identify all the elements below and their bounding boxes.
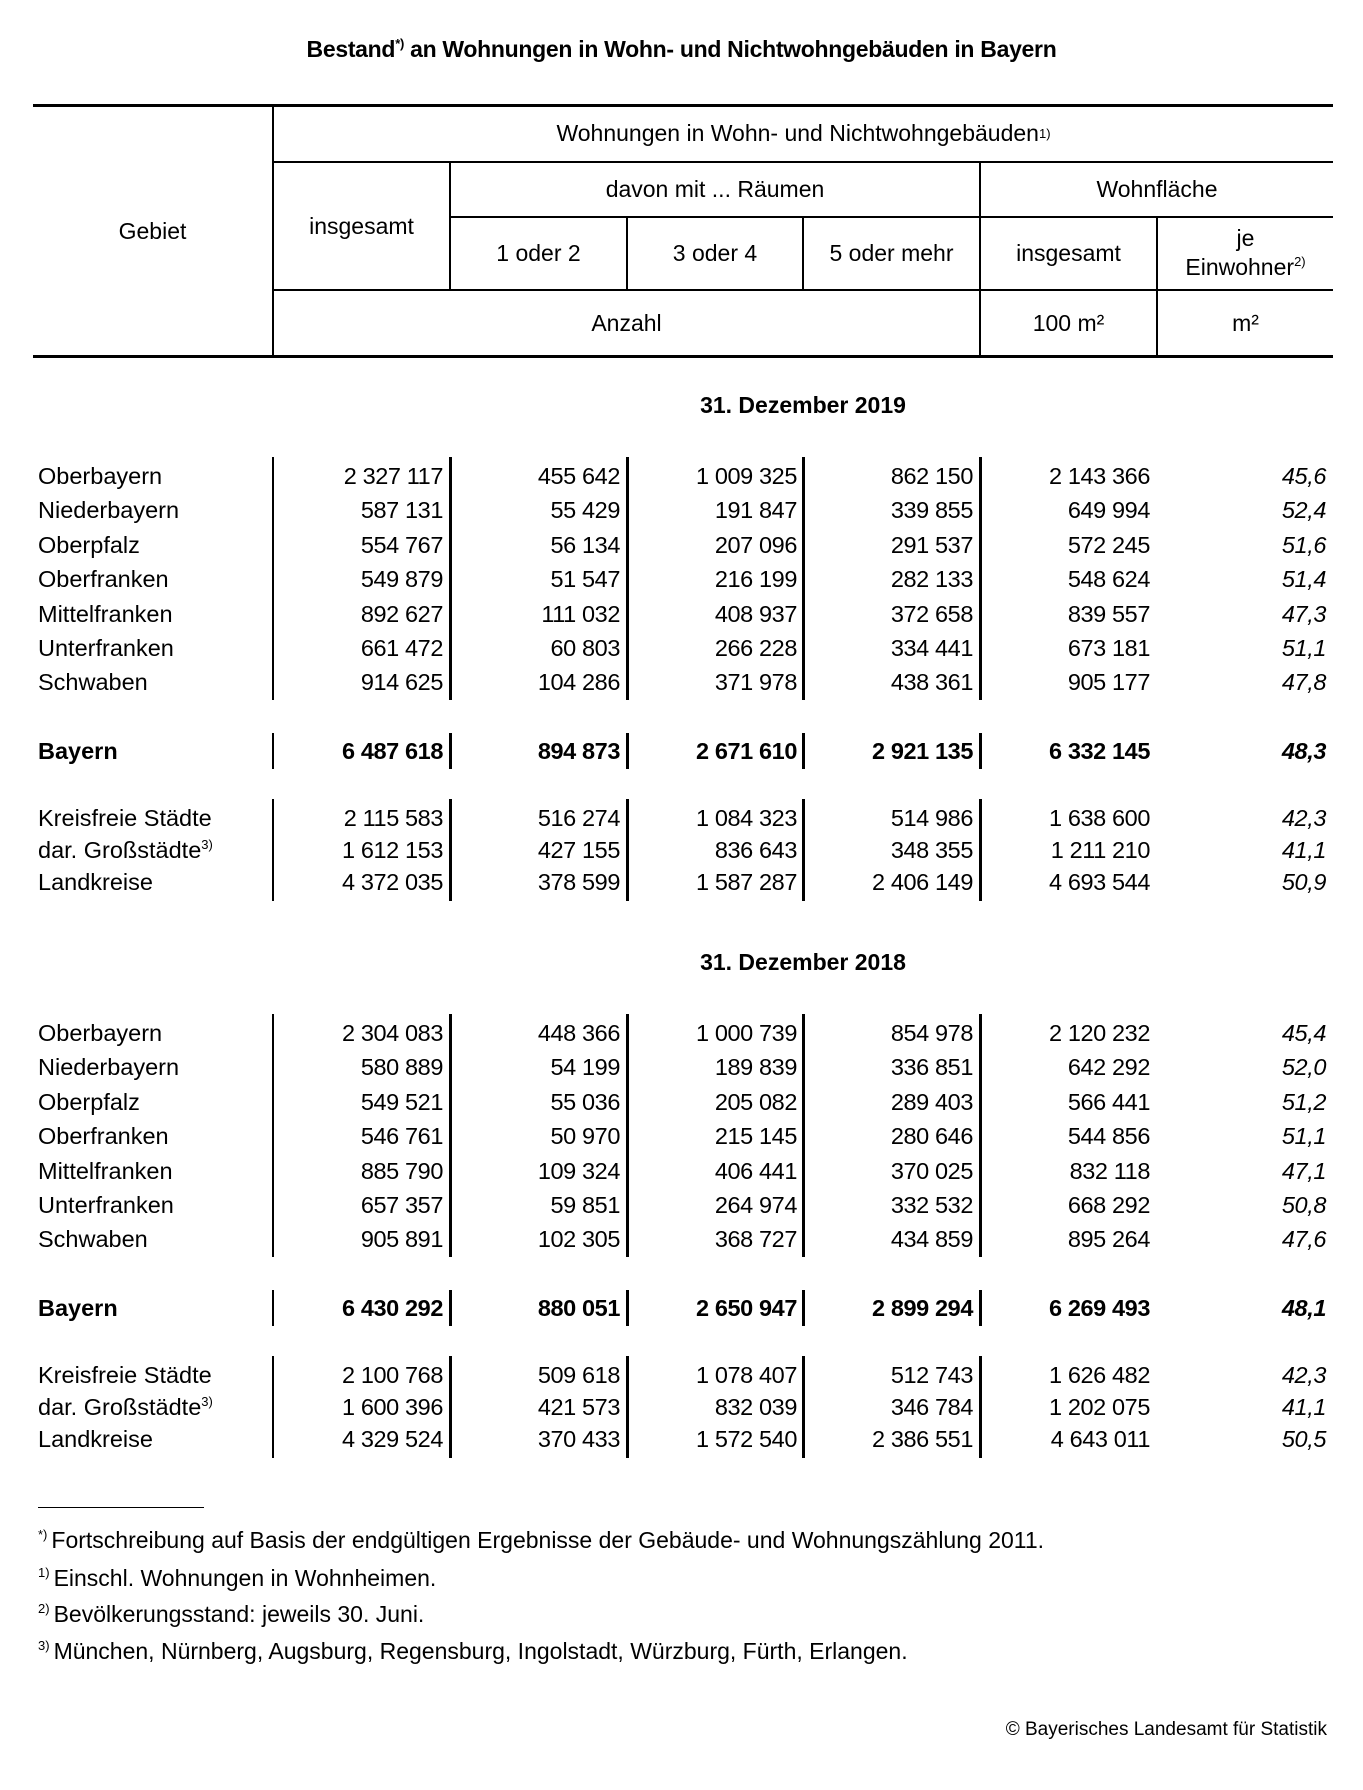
row-label-text: Kreisfreie Städte	[38, 1361, 212, 1388]
cell-wohnflaeche: 649 994	[1067, 497, 1150, 524]
cell-rooms-1-2: 50 970	[550, 1123, 620, 1150]
cell-insgesamt: 657 357	[360, 1192, 443, 1218]
cell-wohnflaeche-je-einwohner: 42,3	[1281, 804, 1326, 831]
title-rest: an Wohnungen in Wohn- und Nichtwohngebäuden in Bayern	[403, 36, 1057, 62]
row-label	[38, 1291, 118, 1325]
cell-rooms-3-4: 1 587 287	[696, 868, 797, 895]
cell-rooms-1-2: 370 433	[537, 1425, 620, 1452]
cell-wohnflaeche-je-einwohner: 51,1	[1281, 1123, 1326, 1150]
header-rooms-5plus: 5 oder mehr	[829, 240, 954, 267]
cell-wohnflaeche: 6 269 493	[1049, 1294, 1150, 1321]
footnote-mark: 2)	[38, 1601, 50, 1616]
header-group-main: Wohnungen in Wohn- und Nichtwohngebäuden 1)	[556, 120, 1051, 147]
row-label-text: Unterfranken	[38, 635, 174, 661]
row-label	[38, 1188, 174, 1222]
cell-insgesamt: 6 487 618	[342, 737, 443, 764]
column-separator	[979, 1356, 982, 1458]
cell-rooms-3-4: 371 978	[714, 669, 797, 696]
cell-rooms-5plus: 2 921 135	[872, 737, 973, 764]
table-row	[0, 1422, 1363, 1456]
cell-rooms-5plus: 434 859	[890, 1226, 973, 1253]
header-unit-100m2: 100 m²	[1032, 309, 1105, 336]
row-label-text: Niederbayern	[38, 1054, 180, 1081]
row-label	[38, 1119, 169, 1153]
row-label-text: Bayern	[38, 737, 118, 764]
cell-wohnflaeche: 1 211 210	[1050, 836, 1150, 863]
row-label-footnote-mark: 3)	[201, 1393, 213, 1409]
header-wf-insgesamt: insgesamt	[1016, 240, 1121, 267]
cell-rooms-5plus: 282 133	[890, 566, 973, 593]
cell-rooms-3-4: 368 727	[714, 1226, 797, 1253]
footnote-text: München, Nürnberg, Augsburg, Regensburg, Ingolstadt, Würzburg, Fürth, Erlangen.	[53, 1638, 908, 1664]
cell-rooms-3-4: 215 145	[714, 1123, 797, 1150]
cell-rooms-5plus: 336 851	[890, 1054, 973, 1081]
header-unit-m2: m²	[1232, 309, 1259, 336]
cell-rooms-5plus: 2 406 149	[872, 868, 973, 895]
row-label	[38, 1422, 153, 1456]
column-separator	[449, 733, 452, 769]
cell-rooms-3-4: 836 643	[714, 836, 797, 863]
cell-rooms-1-2: 51 547	[550, 566, 620, 593]
header-wohnflaeche: Wohnfläche	[1096, 176, 1218, 203]
table-title	[0, 36, 1363, 63]
cell-wohnflaeche: 2 143 366	[1049, 463, 1150, 489]
cell-rooms-1-2: 455 642	[537, 463, 620, 489]
table-row	[0, 1085, 1363, 1119]
table-row	[0, 865, 1363, 899]
cell-rooms-3-4: 2 671 610	[696, 737, 797, 764]
table-row	[0, 1222, 1363, 1256]
cell-wohnflaeche: 566 441	[1067, 1088, 1150, 1115]
row-label-text: Kreisfreie Städte	[38, 804, 212, 831]
row-label	[38, 665, 148, 699]
table-row	[0, 1154, 1363, 1188]
column-separator	[449, 1290, 452, 1326]
cell-rooms-5plus: 291 537	[890, 531, 973, 558]
column-separator	[802, 799, 805, 901]
cell-rooms-5plus: 2 899 294	[872, 1294, 973, 1321]
row-label-text: Mittelfranken	[38, 600, 173, 627]
total-row	[0, 734, 1363, 768]
cell-rooms-5plus: 334 441	[890, 635, 973, 661]
row-label	[38, 631, 174, 665]
row-label-text: Landkreise	[38, 868, 153, 895]
footnote-text: Einschl. Wohnungen in Wohnheimen.	[53, 1565, 437, 1591]
row-label	[38, 865, 153, 899]
column-separator	[626, 1290, 629, 1326]
cell-wohnflaeche-je-einwohner: 41,1	[1281, 836, 1326, 863]
cell-rooms-5plus: 280 646	[890, 1123, 973, 1150]
header-group-main-text: Wohnungen in Wohn- und Nichtwohngebäuden	[556, 120, 1039, 147]
cell-wohnflaeche: 642 292	[1067, 1054, 1150, 1081]
cell-rooms-1-2: 56 134	[550, 531, 620, 558]
table-row	[0, 1016, 1363, 1050]
row-label	[38, 801, 212, 835]
header-wf-je-sup: 2)	[1294, 253, 1306, 269]
footnote-mark: 1)	[38, 1565, 50, 1580]
column-separator	[626, 733, 629, 769]
cell-rooms-1-2: 894 873	[537, 737, 620, 764]
cell-rooms-3-4: 207 096	[714, 531, 797, 558]
row-label	[38, 1222, 148, 1256]
cell-rooms-3-4: 1 084 323	[696, 804, 797, 831]
cell-wohnflaeche-je-einwohner: 52,4	[1281, 497, 1326, 524]
cell-rooms-1-2: 109 324	[537, 1157, 620, 1184]
cell-wohnflaeche: 832 118	[1069, 1157, 1150, 1184]
cell-wohnflaeche: 1 202 075	[1049, 1393, 1150, 1420]
column-separator	[802, 457, 805, 700]
column-separator	[626, 457, 629, 700]
cell-rooms-3-4: 216 199	[714, 566, 797, 593]
header-wf-je-einwohner-text: Einwohner	[1185, 253, 1295, 280]
row-label	[38, 562, 169, 596]
table-row	[0, 459, 1363, 493]
cell-wohnflaeche-je-einwohner: 51,4	[1281, 566, 1326, 593]
cell-wohnflaeche-je-einwohner: 51,2	[1281, 1088, 1326, 1115]
cell-insgesamt: 2 115 583	[343, 804, 443, 831]
footnote	[38, 1601, 424, 1628]
cell-insgesamt: 2 304 083	[342, 1020, 443, 1046]
cell-rooms-1-2: 421 573	[537, 1393, 620, 1420]
table-row	[0, 665, 1363, 699]
footnote	[38, 1565, 436, 1592]
cell-rooms-1-2: 60 803	[550, 635, 620, 661]
cell-insgesamt: 549 521	[360, 1088, 443, 1115]
header-gebiet: Gebiet	[118, 217, 187, 244]
column-separator	[449, 1356, 452, 1458]
cell-rooms-1-2: 54 199	[550, 1054, 620, 1081]
cell-wohnflaeche-je-einwohner: 48,3	[1281, 737, 1326, 764]
cell-wohnflaeche: 839 557	[1067, 600, 1150, 627]
header-wf-je-line1: je	[1236, 224, 1255, 251]
row-label-text: Landkreise	[38, 1425, 153, 1452]
cell-rooms-1-2: 427 155	[537, 836, 620, 863]
cell-insgesamt: 905 891	[360, 1226, 443, 1253]
row-label	[38, 734, 118, 768]
column-separator	[802, 1356, 805, 1458]
column-separator	[272, 1014, 274, 1257]
cell-rooms-1-2: 880 051	[537, 1294, 620, 1321]
cell-wohnflaeche: 6 332 145	[1049, 737, 1150, 764]
header-wf-je-einwohner	[1158, 216, 1333, 289]
row-label-footnote-mark: 3)	[201, 836, 213, 852]
cell-rooms-3-4: 406 441	[714, 1157, 797, 1184]
cell-wohnflaeche: 905 177	[1067, 669, 1150, 696]
footnote-separator	[38, 1507, 204, 1508]
footnote-mark: 3)	[38, 1638, 50, 1653]
cell-wohnflaeche-je-einwohner: 45,4	[1281, 1020, 1326, 1046]
cell-rooms-5plus: 438 361	[890, 669, 973, 696]
total-row	[0, 1291, 1363, 1325]
cell-wohnflaeche: 1 638 600	[1049, 804, 1150, 831]
footnote	[38, 1638, 908, 1665]
footnote-mark: *)	[38, 1527, 48, 1542]
table-row	[0, 1358, 1363, 1392]
row-label	[38, 528, 140, 562]
cell-rooms-3-4: 264 974	[714, 1192, 797, 1218]
cell-wohnflaeche: 4 643 011	[1050, 1425, 1150, 1452]
cell-insgesamt: 1 600 396	[342, 1393, 443, 1420]
cell-rooms-3-4: 832 039	[714, 1393, 797, 1420]
cell-rooms-5plus: 370 025	[890, 1157, 973, 1184]
row-label	[38, 1358, 212, 1392]
cell-rooms-5plus: 348 355	[890, 836, 973, 863]
row-label	[38, 1154, 173, 1188]
table-row	[0, 631, 1363, 665]
cell-rooms-5plus: 289 403	[890, 1088, 973, 1115]
column-separator	[272, 1290, 274, 1326]
cell-insgesamt: 661 472	[360, 635, 443, 661]
section-title: 31. Dezember 2019	[700, 392, 906, 418]
row-label	[38, 459, 162, 493]
row-label	[38, 597, 173, 631]
column-separator	[272, 799, 274, 901]
cell-rooms-1-2: 102 305	[537, 1226, 620, 1253]
cell-insgesamt: 1 612 153	[342, 836, 443, 863]
cell-wohnflaeche: 572 245	[1067, 531, 1150, 558]
cell-insgesamt: 4 329 524	[342, 1425, 443, 1452]
cell-rooms-3-4: 1 572 540	[696, 1425, 797, 1452]
row-label-text: Mittelfranken	[38, 1157, 173, 1184]
footnote-text: Fortschreibung auf Basis der endgültigen Ergebnisse der Gebäude- und Wohnungszählung 2011.	[51, 1527, 1045, 1553]
cell-rooms-3-4: 1 078 407	[696, 1361, 797, 1388]
cell-wohnflaeche: 2 120 232	[1049, 1020, 1150, 1046]
table-row	[0, 528, 1363, 562]
cell-rooms-1-2: 55 429	[550, 497, 620, 524]
table-row	[0, 833, 1363, 867]
row-label-text: Schwaben	[38, 669, 148, 696]
column-separator	[272, 733, 274, 769]
cell-wohnflaeche: 544 856	[1067, 1123, 1150, 1150]
cell-insgesamt: 554 767	[360, 531, 443, 558]
column-separator	[802, 1290, 805, 1326]
header-unit-anzahl: Anzahl	[591, 309, 662, 336]
cell-rooms-5plus: 2 386 551	[872, 1425, 973, 1452]
table-row	[0, 1050, 1363, 1084]
row-label-text: Oberfranken	[38, 566, 169, 593]
cell-rooms-1-2: 509 618	[537, 1361, 620, 1388]
row-label	[38, 1390, 213, 1424]
header-rooms-3-4: 3 oder 4	[672, 240, 758, 267]
cell-rooms-3-4: 1 000 739	[696, 1020, 797, 1046]
cell-wohnflaeche-je-einwohner: 51,6	[1281, 531, 1326, 558]
cell-rooms-3-4: 189 839	[714, 1054, 797, 1081]
column-separator	[979, 733, 982, 769]
cell-wohnflaeche: 668 292	[1067, 1192, 1150, 1218]
cell-rooms-5plus: 512 743	[890, 1361, 973, 1388]
column-separator	[449, 457, 452, 700]
column-separator	[272, 1356, 274, 1458]
cell-rooms-3-4: 266 228	[714, 635, 797, 661]
column-separator	[449, 799, 452, 901]
row-label	[38, 833, 213, 867]
footnote	[38, 1527, 1044, 1554]
cell-rooms-1-2: 378 599	[537, 868, 620, 895]
cell-rooms-5plus: 346 784	[890, 1393, 973, 1420]
column-separator	[979, 1290, 982, 1326]
cell-wohnflaeche: 548 624	[1067, 566, 1150, 593]
cell-rooms-5plus: 332 532	[890, 1192, 973, 1218]
cell-insgesamt: 885 790	[360, 1157, 443, 1184]
title-footnote-mark: *)	[395, 36, 404, 51]
cell-wohnflaeche-je-einwohner: 42,3	[1281, 1361, 1326, 1388]
table-row	[0, 801, 1363, 835]
cell-wohnflaeche-je-einwohner: 51,1	[1281, 635, 1326, 661]
column-separator	[979, 1014, 982, 1257]
row-label-text: Niederbayern	[38, 497, 180, 524]
column-separator	[449, 1014, 452, 1257]
cell-rooms-5plus: 854 978	[890, 1020, 973, 1046]
title-text: Bestand	[306, 36, 396, 62]
row-label-text: Oberpfalz	[38, 1088, 140, 1115]
cell-wohnflaeche: 1 626 482	[1049, 1361, 1150, 1388]
cell-insgesamt: 580 889	[360, 1054, 443, 1081]
cell-rooms-1-2: 104 286	[537, 669, 620, 696]
column-separator	[979, 799, 982, 901]
row-label-text: Oberbayern	[38, 463, 163, 489]
cell-rooms-3-4: 408 937	[714, 600, 797, 627]
cell-wohnflaeche-je-einwohner: 52,0	[1281, 1054, 1326, 1081]
cell-insgesamt: 549 879	[360, 566, 443, 593]
cell-rooms-3-4: 205 082	[714, 1088, 797, 1115]
column-separator	[979, 457, 982, 700]
table-row	[0, 1390, 1363, 1424]
cell-wohnflaeche-je-einwohner: 47,1	[1281, 1157, 1326, 1184]
table-row	[0, 493, 1363, 527]
header-davon: davon mit ... Räumen	[605, 176, 825, 203]
row-label-text: Oberpfalz	[38, 531, 140, 558]
cell-rooms-5plus: 862 150	[890, 463, 973, 489]
cell-wohnflaeche-je-einwohner: 50,8	[1281, 1192, 1326, 1218]
table-row	[0, 597, 1363, 631]
cell-rooms-5plus: 339 855	[890, 497, 973, 524]
header-wf-je-line2	[1185, 253, 1305, 282]
cell-wohnflaeche-je-einwohner: 47,8	[1281, 669, 1326, 696]
table-row	[0, 1188, 1363, 1222]
cell-insgesamt: 6 430 292	[342, 1294, 443, 1321]
cell-rooms-1-2: 55 036	[550, 1088, 620, 1115]
header-insgesamt: insgesamt	[309, 212, 414, 239]
cell-rooms-1-2: 111 032	[541, 600, 620, 627]
cell-wohnflaeche-je-einwohner: 48,1	[1281, 1294, 1326, 1321]
column-separator	[802, 1014, 805, 1257]
section-title: 31. Dezember 2018	[700, 949, 906, 975]
cell-wohnflaeche: 895 264	[1067, 1226, 1150, 1253]
footnote-text: Bevölkerungsstand: jeweils 30. Juni.	[53, 1601, 425, 1627]
header-rooms-1-2: 1 oder 2	[496, 240, 581, 267]
cell-wohnflaeche-je-einwohner: 41,1	[1281, 1393, 1326, 1420]
cell-rooms-1-2: 448 366	[537, 1020, 620, 1046]
cell-rooms-3-4: 2 650 947	[696, 1294, 797, 1321]
column-separator	[626, 799, 629, 901]
cell-wohnflaeche-je-einwohner: 47,6	[1281, 1226, 1326, 1253]
cell-wohnflaeche-je-einwohner: 50,5	[1281, 1425, 1326, 1452]
column-separator	[626, 1356, 629, 1458]
copyright: © Bayerisches Landesamt für Statistik	[1005, 1719, 1327, 1740]
row-label-text: Unterfranken	[38, 1192, 174, 1218]
cell-insgesamt: 587 131	[360, 497, 443, 524]
row-label	[38, 493, 179, 527]
cell-wohnflaeche: 673 181	[1067, 635, 1150, 661]
cell-rooms-5plus: 514 986	[890, 804, 973, 831]
cell-rooms-1-2: 59 851	[550, 1192, 620, 1218]
table-row	[0, 1119, 1363, 1153]
cell-insgesamt: 914 625	[360, 669, 443, 696]
cell-wohnflaeche-je-einwohner: 47,3	[1281, 600, 1326, 627]
row-label-text: Schwaben	[38, 1226, 148, 1253]
column-separator	[272, 457, 274, 700]
cell-insgesamt: 2 327 117	[343, 463, 443, 489]
cell-rooms-3-4: 191 847	[714, 497, 797, 524]
row-label-text: Bayern	[38, 1294, 118, 1321]
table-row	[0, 562, 1363, 596]
column-separator	[626, 1014, 629, 1257]
cell-rooms-5plus: 372 658	[890, 600, 973, 627]
cell-insgesamt: 892 627	[360, 600, 443, 627]
cell-wohnflaeche-je-einwohner: 45,6	[1281, 463, 1326, 489]
cell-insgesamt: 2 100 768	[342, 1361, 443, 1388]
cell-wohnflaeche-je-einwohner: 50,9	[1281, 868, 1326, 895]
cell-insgesamt: 4 372 035	[342, 868, 443, 895]
row-label-text: dar. Großstädte	[38, 836, 202, 863]
cell-wohnflaeche: 4 693 544	[1049, 868, 1150, 895]
column-separator	[802, 733, 805, 769]
row-label-text: dar. Großstädte	[38, 1393, 202, 1420]
row-label	[38, 1016, 162, 1050]
row-label	[38, 1050, 179, 1084]
row-label-text: Oberbayern	[38, 1020, 163, 1046]
cell-insgesamt: 546 761	[360, 1123, 443, 1150]
cell-rooms-3-4: 1 009 325	[696, 463, 797, 489]
row-label-text: Oberfranken	[38, 1123, 169, 1150]
row-label	[38, 1085, 140, 1119]
cell-rooms-1-2: 516 274	[537, 804, 620, 831]
